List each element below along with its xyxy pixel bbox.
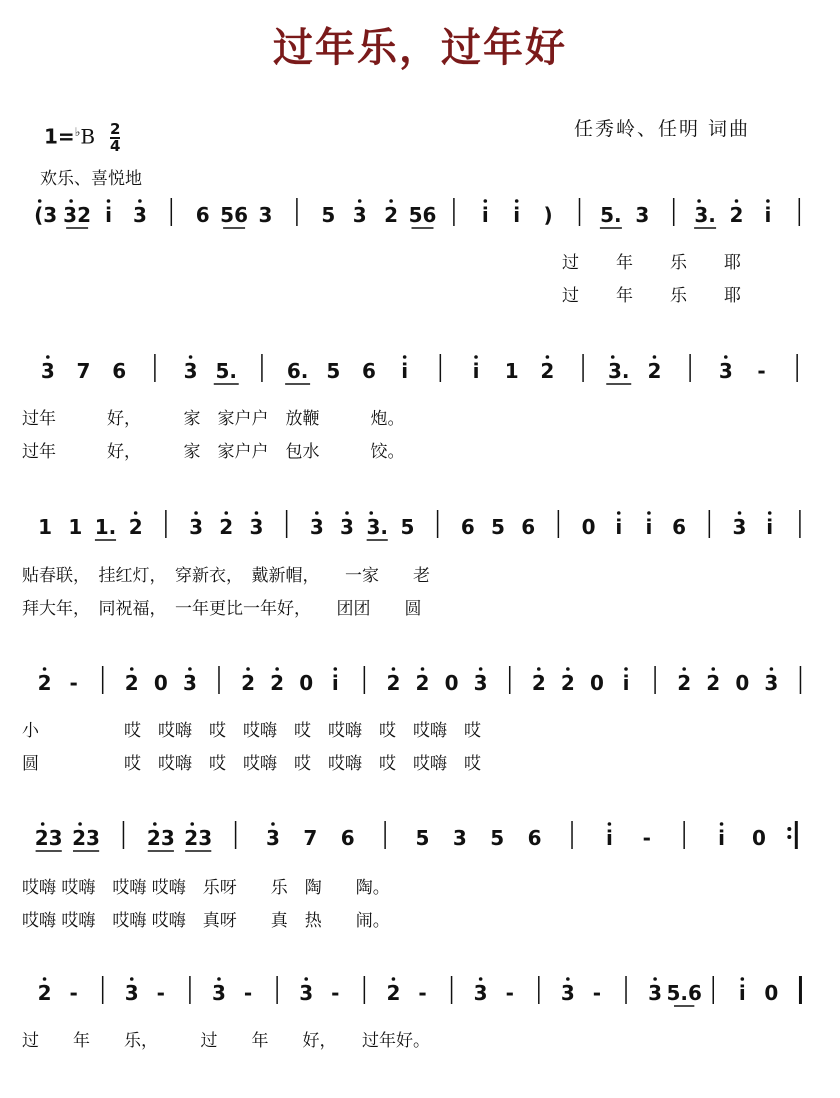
- note-token: 23: [34, 826, 63, 850]
- note-token: 5: [415, 826, 430, 850]
- note-token: -: [156, 981, 165, 1005]
- lyric-line-6: 过 年 乐， 过 年 好， 过年好。: [22, 1031, 430, 1051]
- octave-dot: [474, 355, 478, 359]
- note-token: 56: [408, 203, 437, 227]
- note-token: 3: [132, 203, 147, 227]
- lyric-line-5b: 哎嗨 哎嗨 哎嗨 哎嗨 真呀 真 热 闹。: [22, 911, 390, 931]
- octave-dot: [653, 355, 657, 359]
- note-token: 3: [718, 359, 733, 383]
- note-token: 2: [540, 359, 555, 383]
- note-token: 6: [527, 826, 542, 850]
- note-token: ): [543, 203, 553, 227]
- note-token: 3: [452, 826, 467, 850]
- note-token: 3: [258, 203, 273, 227]
- time-numerator: 2: [110, 120, 121, 138]
- note-token: 0: [589, 671, 604, 695]
- note-token: -: [505, 981, 514, 1005]
- octave-dot: [315, 511, 319, 515]
- note-token: 3: [212, 981, 226, 1005]
- note-token: 6: [195, 203, 210, 227]
- octave-dot: [271, 822, 275, 826]
- note-token: 1: [504, 359, 519, 383]
- note-token: 2: [560, 671, 575, 695]
- octave-dot: [107, 199, 111, 203]
- note-token: i: [105, 203, 112, 227]
- repeat-dot: [787, 827, 791, 831]
- note-token: 3: [473, 981, 488, 1005]
- note-token: 5.: [600, 203, 622, 227]
- note-token: i: [622, 671, 630, 695]
- octave-dot: [389, 199, 393, 203]
- note-token: 2: [729, 203, 744, 227]
- note-token: 3: [183, 359, 198, 383]
- note-token: 2: [241, 671, 256, 695]
- author-credit: 任秀岭、任明 词曲: [574, 118, 751, 140]
- octave-dot: [608, 822, 612, 826]
- octave-dot: [138, 199, 142, 203]
- note-token: 3: [266, 826, 280, 850]
- note-token: 1.: [94, 515, 117, 539]
- note-token: 2: [124, 671, 139, 695]
- lyric-line-1b: 过 年 乐 耶: [562, 286, 742, 306]
- octave-dot: [190, 822, 194, 826]
- note-token: i: [645, 515, 653, 539]
- note-token: 56: [220, 203, 249, 227]
- note-token: (3: [34, 203, 58, 227]
- note-token: 5: [400, 515, 415, 539]
- note-token: 6: [460, 515, 475, 539]
- note-token: 3: [182, 671, 197, 695]
- note-token: 2: [270, 671, 285, 695]
- note-token: 5: [321, 203, 336, 227]
- lyric-line-4b: 圆 哎 哎嗨 哎 哎嗨 哎 哎嗨 哎 哎嗨 哎: [22, 754, 481, 774]
- note-token: 2: [415, 671, 430, 695]
- lyric-line-2b: 过年 好， 家 家户户 包水 饺。: [22, 442, 405, 462]
- octave-dot: [392, 667, 396, 671]
- note-token: i: [513, 203, 521, 227]
- note-token: 0: [751, 826, 766, 850]
- note-token: 6.: [286, 359, 309, 383]
- note-token: 2: [386, 981, 401, 1005]
- note-token: 7: [76, 359, 91, 383]
- octave-dot: [697, 199, 701, 203]
- note-token: 3: [249, 515, 264, 539]
- lyric-line-4a: 小 哎 哎嗨 哎 哎嗨 哎 哎嗨 哎 哎嗨 哎: [22, 721, 481, 741]
- note-token: 3: [635, 203, 650, 227]
- note-token: -: [592, 981, 602, 1005]
- note-token: -: [69, 981, 78, 1005]
- octave-dot: [711, 667, 715, 671]
- note-token: 2: [384, 203, 399, 227]
- note-token: 5: [326, 359, 341, 383]
- note-token: i: [331, 671, 339, 695]
- note-token: 6: [521, 515, 536, 539]
- note-token: i: [401, 359, 409, 383]
- note-token: 23: [72, 826, 100, 850]
- octave-dot: [611, 355, 615, 359]
- note-token: i: [481, 203, 489, 227]
- note-token: 3: [40, 359, 55, 383]
- note-token: i: [718, 826, 725, 850]
- note-token: -: [331, 981, 340, 1005]
- octave-dot: [484, 199, 488, 203]
- octave-dot: [770, 667, 774, 671]
- note-token: 1: [38, 515, 53, 539]
- note-token: 6: [340, 826, 355, 850]
- octave-dot: [333, 667, 337, 671]
- note-token: i: [615, 515, 623, 539]
- note-token: 3: [473, 671, 488, 695]
- key-note: B: [80, 124, 96, 149]
- octave-dot: [392, 977, 396, 981]
- note-token: 3: [648, 981, 663, 1005]
- octave-dot: [766, 199, 770, 203]
- octave-dot: [194, 511, 198, 515]
- octave-dot: [624, 667, 628, 671]
- note-token: 2: [386, 671, 401, 695]
- note-token: 3.: [607, 359, 630, 383]
- octave-dot: [479, 667, 483, 671]
- lyric-line-1a: 过 年 乐 耶: [562, 253, 742, 273]
- octave-dot: [537, 667, 541, 671]
- note-token: 23: [146, 826, 175, 850]
- note-token: i: [766, 515, 774, 539]
- note-token: 5.: [215, 359, 238, 383]
- note-token: 2: [128, 515, 143, 539]
- octave-dot: [130, 667, 134, 671]
- note-token: 0: [153, 671, 168, 695]
- note-token: -: [69, 671, 78, 695]
- octave-dot: [479, 977, 483, 981]
- octave-dot: [617, 511, 621, 515]
- flat-sign: ♭: [74, 124, 81, 139]
- octave-dot: [682, 667, 686, 671]
- octave-dot: [735, 199, 739, 203]
- octave-dot: [515, 199, 519, 203]
- octave-dot: [566, 667, 570, 671]
- octave-dot: [46, 355, 50, 359]
- note-token: 2: [647, 359, 662, 383]
- note-token: 3: [124, 981, 139, 1005]
- note-token: 6: [362, 359, 376, 383]
- note-token: i: [764, 203, 772, 227]
- note-token: 2: [37, 671, 52, 695]
- octave-dot: [189, 355, 193, 359]
- octave-dot: [246, 667, 250, 671]
- octave-dot: [647, 511, 651, 515]
- note-token: 5: [491, 515, 505, 539]
- octave-dot: [255, 511, 259, 515]
- lyric-line-2a: 过年 好， 家 家户户 放鞭 炮。: [22, 409, 405, 429]
- octave-dot: [43, 977, 47, 981]
- octave-dot: [421, 667, 425, 671]
- octave-dot: [188, 667, 192, 671]
- note-token: i: [605, 826, 613, 850]
- lyric-line-3a: 贴春联， 挂红灯， 穿新衣， 戴新帽， 一家 老: [22, 566, 430, 586]
- octave-dot: [369, 511, 373, 515]
- note-token: 23: [184, 826, 213, 850]
- octave-dot: [724, 355, 728, 359]
- note-token: 3: [299, 981, 314, 1005]
- octave-dot: [43, 667, 47, 671]
- note-token: 6: [672, 515, 687, 539]
- octave-dot: [546, 355, 550, 359]
- octave-dot: [69, 199, 73, 203]
- page-title: 过年乐，过年好: [273, 24, 567, 71]
- octave-dot: [38, 199, 42, 203]
- note-token: 2: [677, 671, 692, 695]
- octave-dot: [304, 977, 308, 981]
- note-token: -: [243, 981, 253, 1005]
- note-token: -: [757, 359, 766, 383]
- repeat-dot: [787, 835, 791, 839]
- note-token: 0: [735, 671, 750, 695]
- note-token: 6: [112, 359, 127, 383]
- octave-dot: [41, 822, 45, 826]
- octave-dot: [358, 199, 362, 203]
- octave-dot: [345, 511, 349, 515]
- note-token: 32: [63, 203, 92, 227]
- note-token: i: [738, 981, 746, 1005]
- octave-dot: [134, 511, 138, 515]
- note-token: 3: [560, 981, 575, 1005]
- note-token: 3: [309, 515, 324, 539]
- note-token: 3: [764, 671, 779, 695]
- note-token: 0: [764, 981, 779, 1005]
- octave-dot: [217, 977, 221, 981]
- note-token: 3.: [694, 203, 716, 227]
- time-denominator: 4: [110, 137, 121, 155]
- note-token: -: [418, 981, 427, 1005]
- note-token: 0: [444, 671, 459, 695]
- note-token: 5: [490, 826, 505, 850]
- key-prefix: 1=: [44, 124, 75, 149]
- octave-dot: [78, 822, 82, 826]
- note-token: 2: [706, 671, 721, 695]
- note-token: 1: [68, 515, 83, 539]
- octave-dot: [738, 511, 742, 515]
- note-token: 3: [340, 515, 354, 539]
- note-token: 2: [531, 671, 546, 695]
- octave-dot: [566, 977, 570, 981]
- note-token: 2: [219, 515, 234, 539]
- octave-dot: [741, 977, 745, 981]
- octave-dot: [130, 977, 134, 981]
- note-token: 7: [303, 826, 318, 850]
- octave-dot: [720, 822, 724, 826]
- note-token: 3.: [366, 515, 388, 539]
- octave-dot: [275, 667, 279, 671]
- octave-dot: [224, 511, 228, 515]
- octave-dot: [153, 822, 157, 826]
- note-token: i: [472, 359, 480, 383]
- note-token: 0: [299, 671, 314, 695]
- note-token: 3: [352, 203, 367, 227]
- note-token: 3: [189, 515, 204, 539]
- lyric-line-5a: 哎嗨 哎嗨 哎嗨 哎嗨 乐呀 乐 陶 陶。: [22, 878, 390, 898]
- note-token: 2: [37, 981, 52, 1005]
- note-token: 5.6: [666, 981, 702, 1005]
- octave-dot: [653, 977, 657, 981]
- note-token: 0: [581, 515, 596, 539]
- octave-dot: [403, 355, 407, 359]
- note-token: -: [642, 826, 651, 850]
- lyric-line-3b: 拜大年， 同祝福， 一年更比一年好， 团团 圆: [22, 599, 422, 619]
- octave-dot: [768, 511, 772, 515]
- note-token: 3: [732, 515, 747, 539]
- tempo-mood: 欢乐、喜悦地: [40, 169, 142, 189]
